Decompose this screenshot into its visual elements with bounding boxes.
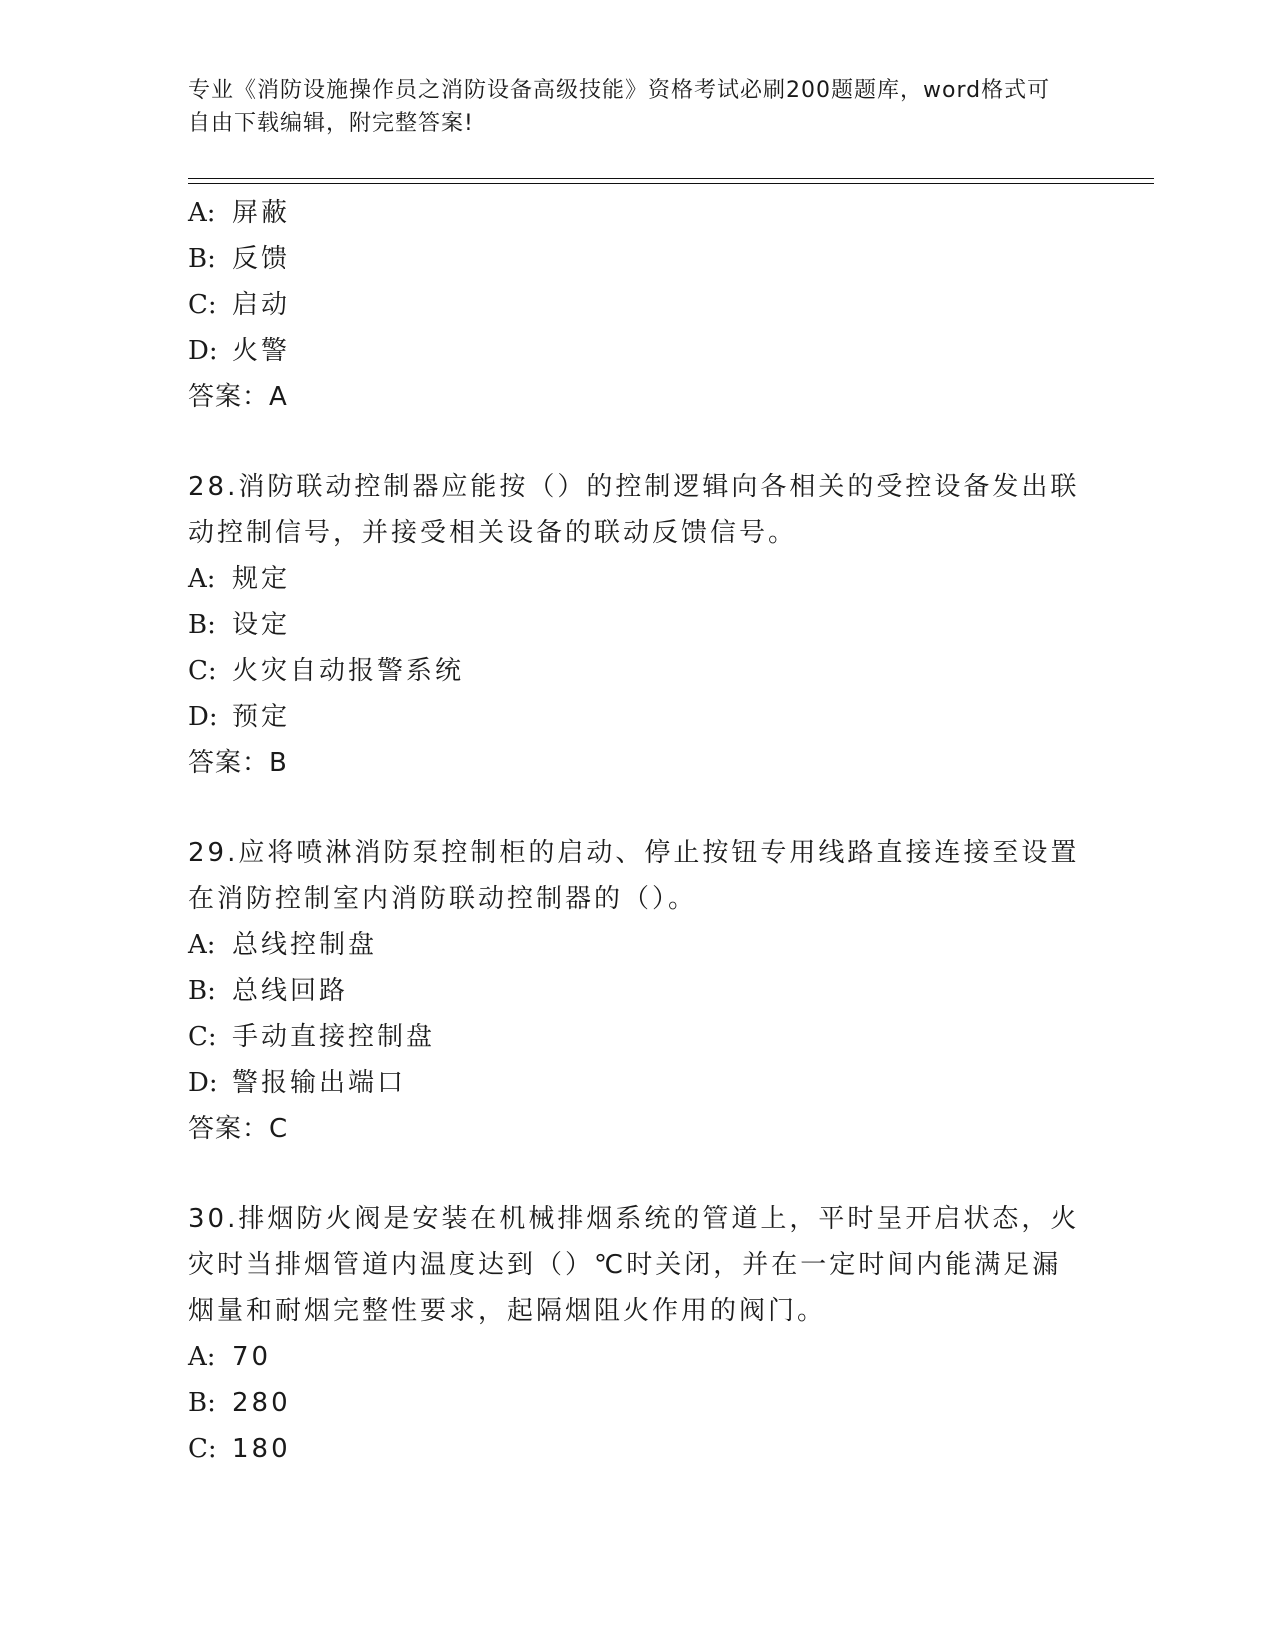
- header-divider-bottom: [188, 183, 1154, 184]
- header-divider-top: [188, 178, 1154, 179]
- question-text: 29.应将喷淋消防泵控制柜的启动、停止按钮专用线路直接连接至设置在消防控制室内消防联动控制器的（）。: [188, 838, 1080, 914]
- option-a: A: 屏蔽: [188, 198, 291, 228]
- option-a: A: 总线控制盘: [188, 930, 378, 960]
- option-a: A: 规定: [188, 564, 291, 594]
- option-c: C: 180: [188, 1434, 291, 1464]
- option-d: D: 火警: [188, 336, 291, 366]
- option-b: B: 设定: [188, 610, 291, 640]
- question-list: [188, 190, 1088, 1472]
- question-28: [188, 464, 1088, 786]
- option-b: B: 280: [188, 1388, 291, 1418]
- question-text: 28.消防联动控制器应能按（）的控制逻辑向各相关的受控设备发出联动控制信号，并接受相关设备的联动反馈信号。: [188, 472, 1080, 548]
- question-29: [188, 830, 1088, 1152]
- option-b: B: 反馈: [188, 244, 291, 274]
- question-30: [188, 1196, 1088, 1472]
- option-c: C: 火灾自动报警系统: [188, 656, 465, 686]
- option-c: C: 手动直接控制盘: [188, 1022, 436, 1052]
- option-d: D: 预定: [188, 702, 291, 732]
- question-text: 30.排烟防火阀是安装在机械排烟系统的管道上，平时呈开启状态，火灾时当排烟管道内温度达到（）℃时关闭，并在一定时间内能满足漏烟量和耐烟完整性要求，起隔烟阻火作用的阀门。: [188, 1204, 1080, 1326]
- option-c: C: 启动: [188, 290, 291, 320]
- option-b: B: 总线回路: [188, 976, 349, 1006]
- answer-line: 答案：B: [188, 748, 288, 778]
- answer-line: 答案：A: [188, 382, 288, 412]
- option-a: A: 70: [188, 1342, 272, 1372]
- answer-line: 答案：C: [188, 1114, 289, 1144]
- question-27-tail: [188, 190, 1088, 420]
- document-header: 专业《消防设施操作员之消防设备高级技能》资格考试必刷200题题库，word格式可自由下载编辑，附完整答案!: [188, 78, 1051, 136]
- option-d: D: 警报输出端口: [188, 1068, 407, 1098]
